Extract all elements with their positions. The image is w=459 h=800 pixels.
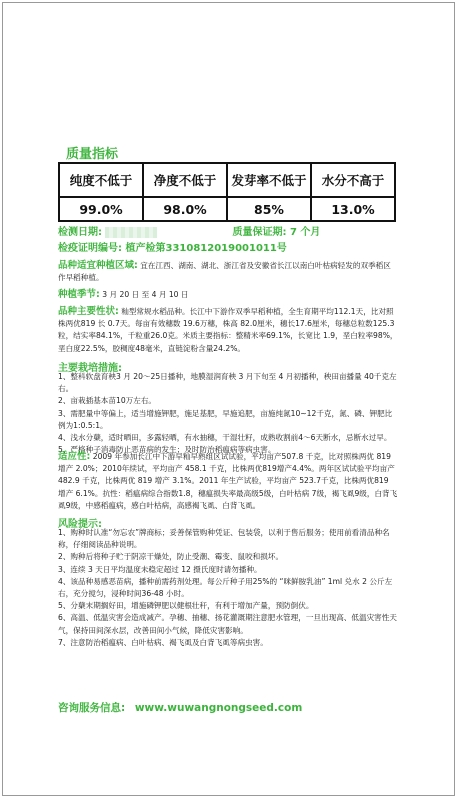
header-purity: 纯度不低于 — [59, 163, 143, 197]
cultivation-title: 主要栽培措施: — [58, 363, 122, 374]
risk-item: 1、购种时认准“勿忘农”牌商标；妥善保管购种凭证、包装袋，以利于售后服务；使用前看清品种名称，仔细阅读品种说明。 — [58, 528, 390, 550]
season-block — [58, 289, 398, 301]
cultivation-item: 1、整科软盘育秧3 月 20～25日播种，地膜湿润育秧 3 月下旬至 4 月初播种，秧田亩播量 40千克左右。 — [58, 372, 397, 394]
risk-item: 3、连续 3 天日平均温度未稳定超过 12 摄氏度时请勿播种。 — [58, 564, 262, 574]
contact-label: 咨询服务信息: — [58, 702, 126, 714]
quality-table — [58, 162, 396, 222]
header-germination: 发芽率不低于 — [227, 163, 311, 197]
adapt-text: 2009 年参加长江中下游早籼早熟组区试试验，平均亩产507.8 千克，比对照株两优 819 增产 2.0%；2010年续试，平均亩产 458.1 千克，比株两优819增产4.4%。两年区试试验平均亩产 482.9 千克，比株两优 819 增产 3.1%。2011 年生产试验，平均亩产 523.7千克，比株两优819 增产 6.1%。抗性：稻瘟病综合指数1.8，穗瘟损失率最高级5级，白叶枯病 7级，褐飞虱9级，白背飞虱9级，中感稻瘟病，感白叶枯病，高感褐飞虱、白背飞虱。 — [58, 452, 398, 510]
risk-item: 6、高温、低温灾害会造成减产。孕穗、抽穗、扬花灌溉期注意肥水管理，一旦出现高、低温灾害性天气，保持田间深水层，改善田间小气候，降低灾害影响。 — [58, 613, 397, 635]
cert-label: 检疫证明编号: — [58, 243, 122, 254]
risk-item: 7、注意防治稻瘟病、白叶枯病、褐飞虱及白背飞虱等病虫害。 — [58, 637, 268, 647]
risk-list — [58, 527, 398, 649]
risk-title: 风险提示: — [58, 519, 102, 530]
inspection-date-line — [58, 223, 320, 238]
traits-text: 籼型常规水稻品种。长江中下游作双季早稻种植，全生育期平均112.1天，比对照株两优819 长 0.7天。每亩有效穗数 19.6万穗，株高 82.0厘米，穗长17.6厘米，每穗总粒数125.3粒，结实率84.1%，千粒重26.0克。米质主要指标：整精米率69.1%，长宽比 1.9，垩白粒率98%，垩白度22.5%，胶稠度48毫米，直链淀粉含量24.2%。 — [58, 307, 398, 353]
inspection-date-label: 检测日期: — [58, 227, 102, 238]
quality-value-row — [59, 197, 395, 221]
adapt-label: 适应性: — [58, 451, 91, 462]
contact-line — [58, 700, 302, 715]
risk-item: 4、该品种易感恶苗病，播种前需药剂处理。每公斤种子用25%的 “咪鲜胺乳油” 1ml 兑水 2 公斤左右，充分搅匀，浸种时间36-48 小时。 — [58, 576, 393, 599]
value-purity: 99.0% — [59, 197, 143, 221]
season-label: 种植季节: — [58, 289, 100, 300]
traits-label: 品种主要性状: — [58, 306, 119, 317]
region-label: 品种适宜种植区域: — [58, 260, 138, 271]
warranty-value: 7 个月 — [289, 227, 321, 238]
region-block — [58, 260, 398, 284]
region-text: 宜在江西、湖南、湖北、浙江省及安徽省长江以南白叶枯病轻发的双季稻区作早稻种植。 — [58, 261, 391, 283]
adapt-block — [58, 451, 398, 512]
cultivation-item: 2、亩栽插基本苗10万左右。 — [58, 396, 157, 406]
header-cleanliness: 净度不低于 — [143, 163, 227, 197]
warranty-label: 质量保证期: — [232, 227, 287, 238]
value-cleanliness: 98.0% — [143, 197, 227, 221]
value-germination: 85% — [227, 197, 311, 221]
season-text: 3 月 20 日 至 4 月 10 日 — [102, 290, 189, 299]
cert-line — [58, 239, 287, 254]
cultivation-item: 5、严格种子消毒防止恶苗病的发生；及时防治稻瘟病等病虫害。 — [58, 445, 276, 455]
cert-value: 植产检第3310812019001011号 — [125, 243, 287, 254]
quality-header-row — [59, 163, 395, 197]
risk-item: 2、购种后将种子贮于阴凉干燥处，防止受潮、霉变、鼠咬和损坏。 — [58, 552, 284, 562]
website-link[interactable]: www.wuwangnongseed.com — [134, 702, 303, 714]
redacted-date — [105, 227, 157, 238]
traits-block — [58, 306, 398, 355]
value-moisture: 13.0% — [311, 197, 395, 221]
cultivation-list — [58, 371, 398, 456]
cultivation-item: 3、需肥量中等偏上，适当增施钾肥，施足基肥，早施追肥，亩施纯氮10~12千克，氮、磷、钾肥比例为1:0.5:1。 — [58, 408, 393, 430]
quality-title: 质量指标 — [66, 147, 119, 162]
cultivation-item: 4、浅水分蘖，适时晒田，多露轻晒，有水抽穗，干湿壮籽，成熟收割前4～6天断水，忌断水过早。 — [58, 433, 392, 443]
header-moisture: 水分不高于 — [311, 163, 395, 197]
risk-item: 5、分蘖末期搁好田，增施磷钾肥以健根壮秆，有利于增加产量，预防倒伏。 — [58, 601, 314, 611]
